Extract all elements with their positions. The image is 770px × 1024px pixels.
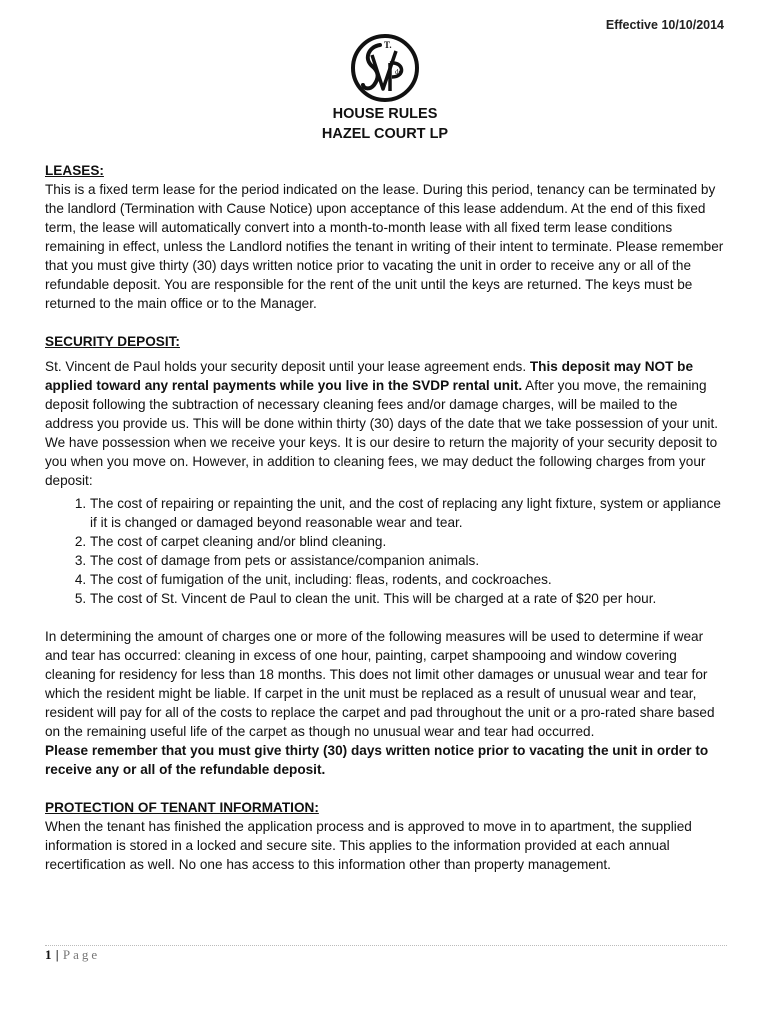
title-property: HAZEL COURT LP xyxy=(321,126,449,142)
notice-reminder: Please remember that you must give thirty (30) days written notice prior to vacating the unit in order to receive any or all of the refundable deposit. xyxy=(45,743,709,777)
document-body xyxy=(45,161,725,874)
security-deposit-intro xyxy=(45,357,725,490)
leases-heading: LEASES: xyxy=(45,163,104,178)
effective-date: Effective 10/10/2014 xyxy=(605,18,724,32)
list-item: 4. The cost of fumigation of the unit, including: fleas, rodents, and cockroaches. xyxy=(90,570,725,589)
intro-bold-text: This deposit may NOT be applied toward any rental payments while you live in the SVDP rental unit. xyxy=(45,359,694,393)
list-item: 1. The cost of repairing or repainting the unit, and the cost of replacing any light fixture, system or appliance if it is changed or damaged beyond reasonable wear and tear. xyxy=(90,494,725,532)
page-footer xyxy=(45,947,100,963)
security-deposit-heading: SECURITY DEPOSIT: xyxy=(45,334,180,349)
intro-text-2: After you move, the remaining deposit following the subtraction of necessary cleaning fees and/or damage charges, will be mailed to the address you provide us. This will be done within thirty (30) days of the date that we take possession of your unit. We have possession when we receive your keys. It is our desire to return the majority of your security deposit to you when you move on. However, in addition to cleaning fees, we may deduct the following charges from your deposit: xyxy=(45,378,719,488)
title-house-rules: HOUSE RULES xyxy=(332,106,438,122)
determining-charges-text: In determining the amount of charges one or more of the following measures will be used to determine if wear and tear has occurred: cleaning in excess of one hour, painting, carpet shampooing and window covering cleaning for residency for less than 18 months. This does not limit other damages or unusual wear and tear for which the resident might be liable. If carpet in the unit must be replaced as a result of unusual wear and tear, resident will pay for all of the costs to replace the carpet and pad throughout the unit or a pro-rated share based on the remaining useful life of the carpet as though no unusual wear and tear had occurred. xyxy=(45,629,715,739)
svdp-logo xyxy=(350,33,420,103)
protection-body: When the tenant has finished the application process and is approved to move in to apartment, the supplied information is stored in a locked and secure site. This applies to the information provided at each annual recertification as well. No one has access to this information other than property management. xyxy=(45,819,692,872)
logo-letter-t: T. xyxy=(384,40,392,50)
footer-separator: | xyxy=(52,947,63,962)
intro-text-1: St. Vincent de Paul holds your security deposit until your lease agreement ends. xyxy=(45,359,530,374)
list-item: 2. The cost of carpet cleaning and/or blind cleaning. xyxy=(90,532,725,551)
logo-letter-de: de xyxy=(395,68,402,76)
list-item: 5. The cost of St. Vincent de Paul to clean the unit. This will be charged at a rate of $20 per hour. xyxy=(90,589,725,608)
page-number: 1 xyxy=(45,947,52,962)
protection-heading: PROTECTION OF TENANT INFORMATION: xyxy=(45,800,319,815)
leases-body: This is a fixed term lease for the period indicated on the lease. During this period, tenancy can be terminated by the landlord (Termination with Cause Notice) upon acceptance of this lease addendum. At the end of this fixed term, the lease will automatically convert into a month-to-month lease with all fixed term lease conditions remaining in effect, unless the Landlord notifies the tenant in writing of their intent to terminate. Please remember that you must give thirty (30) days written notice prior to vacating the unit in order to receive any or all of the refundable deposit. You are responsible for the rent of the unit until the keys are returned. The keys must be returned to the main office or to the Manager. xyxy=(45,182,724,311)
page-label: Page xyxy=(62,947,101,962)
deduction-list xyxy=(45,494,725,608)
footer-divider xyxy=(45,945,727,946)
list-item: 3. The cost of damage from pets or assistance/companion animals. xyxy=(90,551,725,570)
